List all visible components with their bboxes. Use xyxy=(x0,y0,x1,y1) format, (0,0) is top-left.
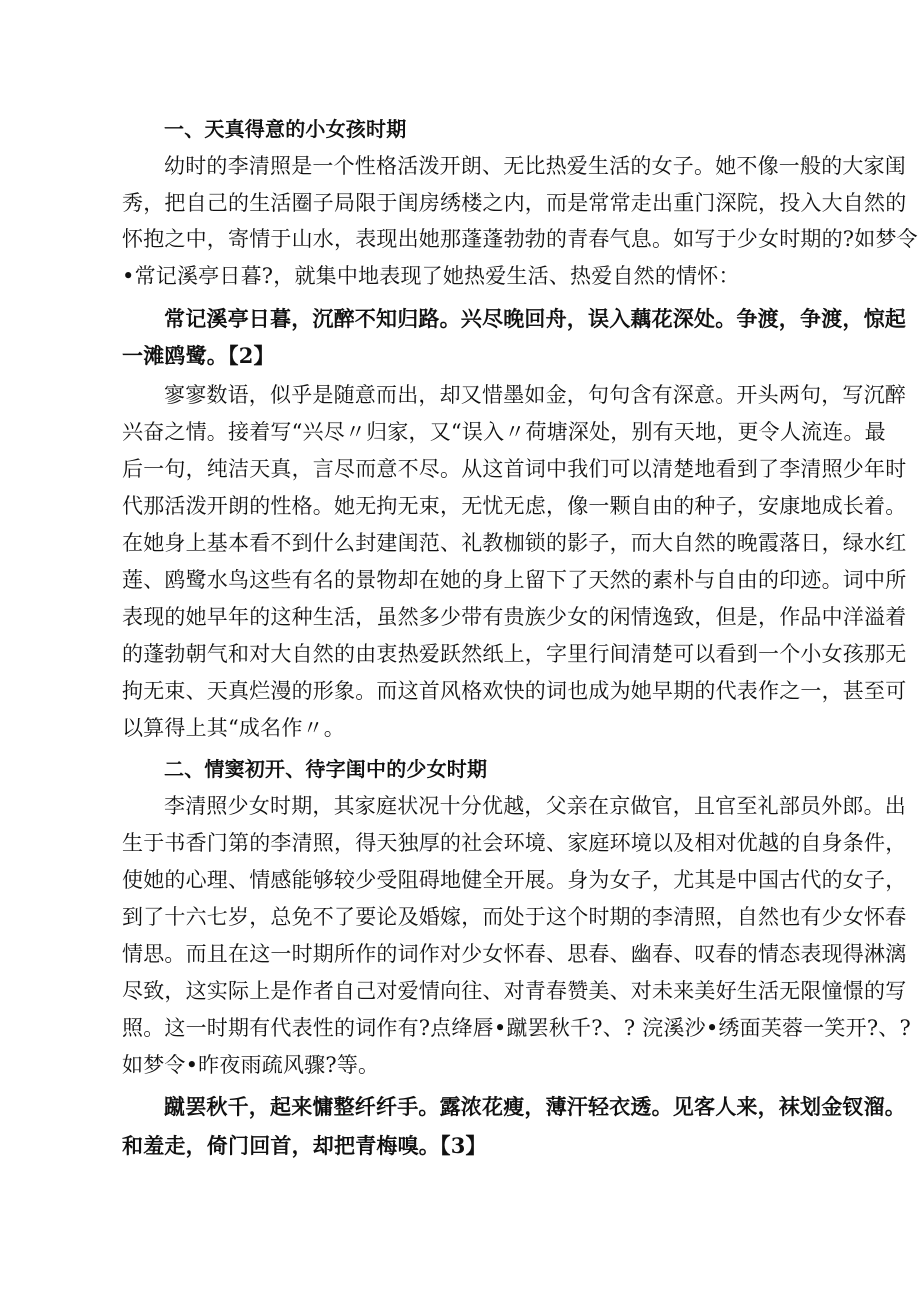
section1-poem-line1: 常记溪亭日暮，沉醉不知归路。兴尽晚回舟，误入藕花深处。争渡，争渡，惊起 xyxy=(164,306,906,331)
section1-para2-line4: 代那活泼开朗的性格。她无拘无束，无忧无虑，像一颗自由的种子，安康地成长着。 xyxy=(122,494,907,518)
section1-para2-line10: 以算得上其“成名作〃。 xyxy=(122,716,345,740)
section1-para1-line3: 怀抱之中，寄情于山水，表现出她那蓬蓬勃勃的青春气息。如写于少女时期的?如梦令 xyxy=(122,227,918,251)
section2-para1-line4: 到了十六七岁，总免不了要论及婚嫁，而处于这个时期的李清照，自然也有少女怀春 xyxy=(122,905,907,929)
section1-para2-line5: 在她身上基本看不到什么封建闺范、礼教枷锁的影子，而大自然的晚霞落日，绿水红 xyxy=(122,531,907,555)
section1-para2-line6: 莲、鸥鹭水鸟这些有名的景物却在她的身上留下了天然的素朴与自由的印迹。词中所 xyxy=(122,568,907,592)
section1-para2-line2: 兴奋之情。接着写“兴尽〃归家，又“误入〃荷塘深处，别有天地，更令人流连。最 xyxy=(122,420,886,444)
section1-heading: 一、天真得意的小女孩时期 xyxy=(164,117,407,141)
section2-para1-line5: 情思。而且在这一时期所作的词作对少女怀春、思春、幽春、叹春的情态表现得淋漓 xyxy=(122,942,907,966)
section2-poem-line2: 和羞走，倚门回首，却把青梅嗅。【3】 xyxy=(122,1133,487,1158)
section2-para1-line1: 李清照少女时期，其家庭状况十分优越，父亲在京做官，且官至礼部员外郎。出 xyxy=(164,794,906,818)
section2-para1-line3: 使她的心理、情感能够较少受阻碍地健全开展。身为女子，尤其是中国古代的女子， xyxy=(122,868,907,892)
section1-para1-line4: •常记溪亭日暮?，就集中地表现了她热爱生活、热爱自然的情怀： xyxy=(122,264,740,288)
section1-para2-line7: 表现的她早年的这种生活，虽然多少带有贵族少女的闲情逸致，但是，作品中洋溢着 xyxy=(122,605,907,629)
section1-para2-line8: 的蓬勃朝气和对大自然的由衷热爱跃然纸上，字里行间清楚可以看到一个小女孩那无 xyxy=(122,642,907,666)
section1-para2-line9: 拘无束、天真烂漫的形象。而这首风格欢快的词也成为她早期的代表作之一，甚至可 xyxy=(122,679,907,703)
section2-heading: 二、情窦初开、待字闺中的少女时期 xyxy=(164,757,488,781)
section2-para1-line2: 生于书香门第的李清照，得天独厚的社会环境、家庭环境以及相对优越的自身条件， xyxy=(122,831,907,855)
section1-para1-line2: 秀，把自己的生活圈子局限于闺房绣楼之内，而是常常走出重门深院，投入大自然的 xyxy=(122,191,907,215)
section2-poem-line1: 蹴罢秋千，起来慵整纤纤手。露浓花瘦，薄汗轻衣透。见客人来，袜划金钗溜。 xyxy=(164,1094,906,1119)
section1-para2-line1: 寥寥数语，似乎是随意而出，却又惜墨如金，句句含有深意。开头两句，写沉醉 xyxy=(164,383,906,407)
section2-para1-line6: 尽致，这实际上是作者自己对爱情向往、对青春赞美、对未来美好生活无限憧憬的写 xyxy=(122,979,907,1003)
section1-poem-line2: 一滩鸥鹭。【2】 xyxy=(122,343,275,368)
section1-para2-line3: 后一句，纯洁天真，言尽而意不尽。从这首词中我们可以清楚地看到了李清照少年时 xyxy=(122,457,907,481)
section2-para1-line8: 如梦令•昨夜雨疏风骤?等。 xyxy=(122,1053,380,1077)
section2-para1-line7: 照。这一时期有代表性的词作有?点绛唇•蹴罢秋千?、? 浣溪沙•绣面芙蓉一笑开?、? xyxy=(122,1016,911,1040)
section1-para1-line1: 幼时的李清照是一个性格活泼开朗、无比热爱生活的女子。她不像一般的大家闺 xyxy=(164,154,906,178)
